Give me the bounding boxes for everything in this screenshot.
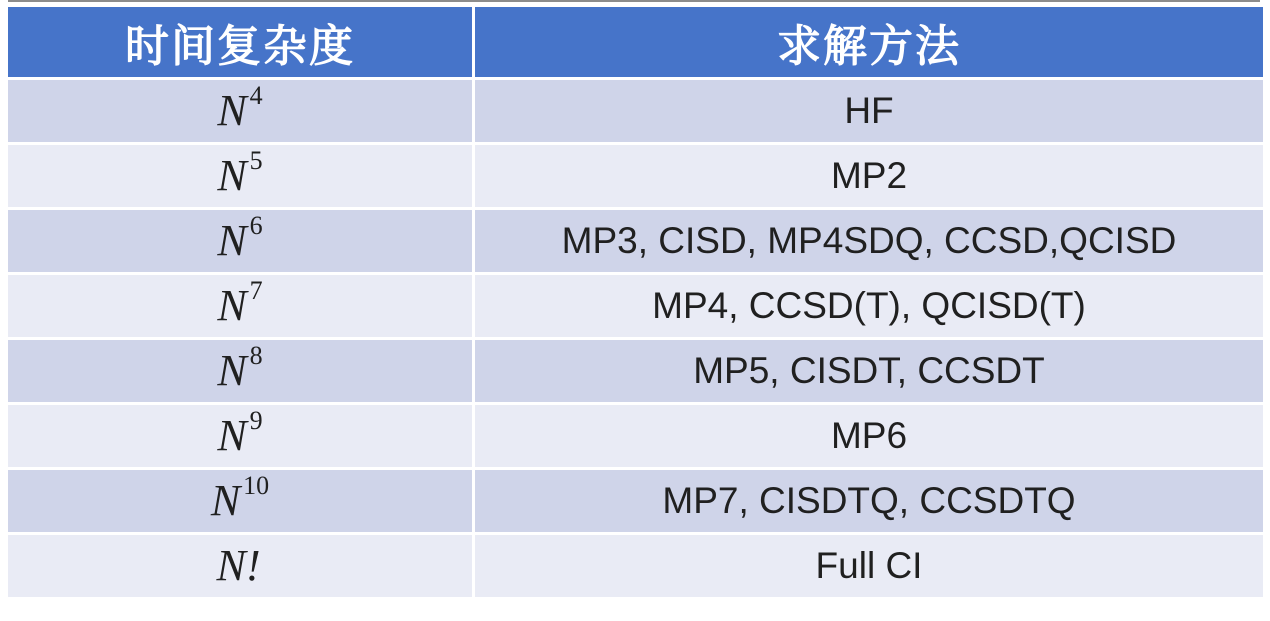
complexity-exponent: 8 — [249, 341, 263, 370]
table-header-row — [8, 7, 1263, 77]
table-row — [8, 210, 1263, 272]
complexity-methods-table — [8, 7, 1263, 597]
table-row — [8, 535, 1263, 597]
complexity-base: N — [217, 346, 247, 395]
complexity-exponent: 6 — [249, 211, 263, 240]
methods-cell: MP2 — [475, 145, 1263, 207]
complexity-exponent: 9 — [249, 406, 263, 435]
complexity-base: N — [210, 476, 241, 525]
complexity-cell — [8, 145, 472, 207]
table-row — [8, 340, 1263, 402]
complexity-cell — [8, 80, 472, 142]
complexity-exponent: 7 — [249, 276, 263, 305]
methods-cell: MP5, CISDT, CCSDT — [475, 340, 1263, 402]
table-row — [8, 275, 1263, 337]
complexity-cell — [8, 275, 472, 337]
header-cell-methods — [475, 7, 1263, 77]
methods-cell: MP6 — [475, 405, 1263, 467]
complexity-column-label: 时间复杂度 — [125, 22, 355, 71]
complexity-base: N — [217, 151, 247, 200]
complexity-base: N — [217, 216, 247, 265]
complexity-cell — [8, 210, 472, 272]
table-body — [8, 80, 1263, 597]
complexity-cell — [8, 535, 472, 597]
complexity-cell — [8, 470, 472, 532]
complexity-base: N — [217, 86, 247, 135]
methods-cell: MP7, CISDTQ, CCSDTQ — [475, 470, 1263, 532]
complexity-base: N — [217, 281, 247, 330]
complexity-base: N! — [216, 541, 261, 590]
complexity-exponent: 10 — [243, 471, 270, 500]
table-row — [8, 80, 1263, 142]
crop-artifact-line — [8, 0, 1260, 2]
methods-cell: MP3, CISD, MP4SDQ, CCSD,QCISD — [475, 210, 1263, 272]
methods-column-label: 求解方法 — [777, 22, 961, 71]
methods-cell: MP4, CCSD(T), QCISD(T) — [475, 275, 1263, 337]
methods-cell: Full CI — [475, 535, 1263, 597]
complexity-exponent: 5 — [249, 146, 263, 175]
table-row — [8, 470, 1263, 532]
methods-cell: HF — [475, 80, 1263, 142]
complexity-cell — [8, 405, 472, 467]
complexity-base: N — [217, 411, 247, 460]
table-row — [8, 145, 1263, 207]
table-row — [8, 405, 1263, 467]
header-cell-complexity — [8, 7, 472, 77]
complexity-exponent: 4 — [249, 81, 263, 110]
complexity-cell — [8, 340, 472, 402]
